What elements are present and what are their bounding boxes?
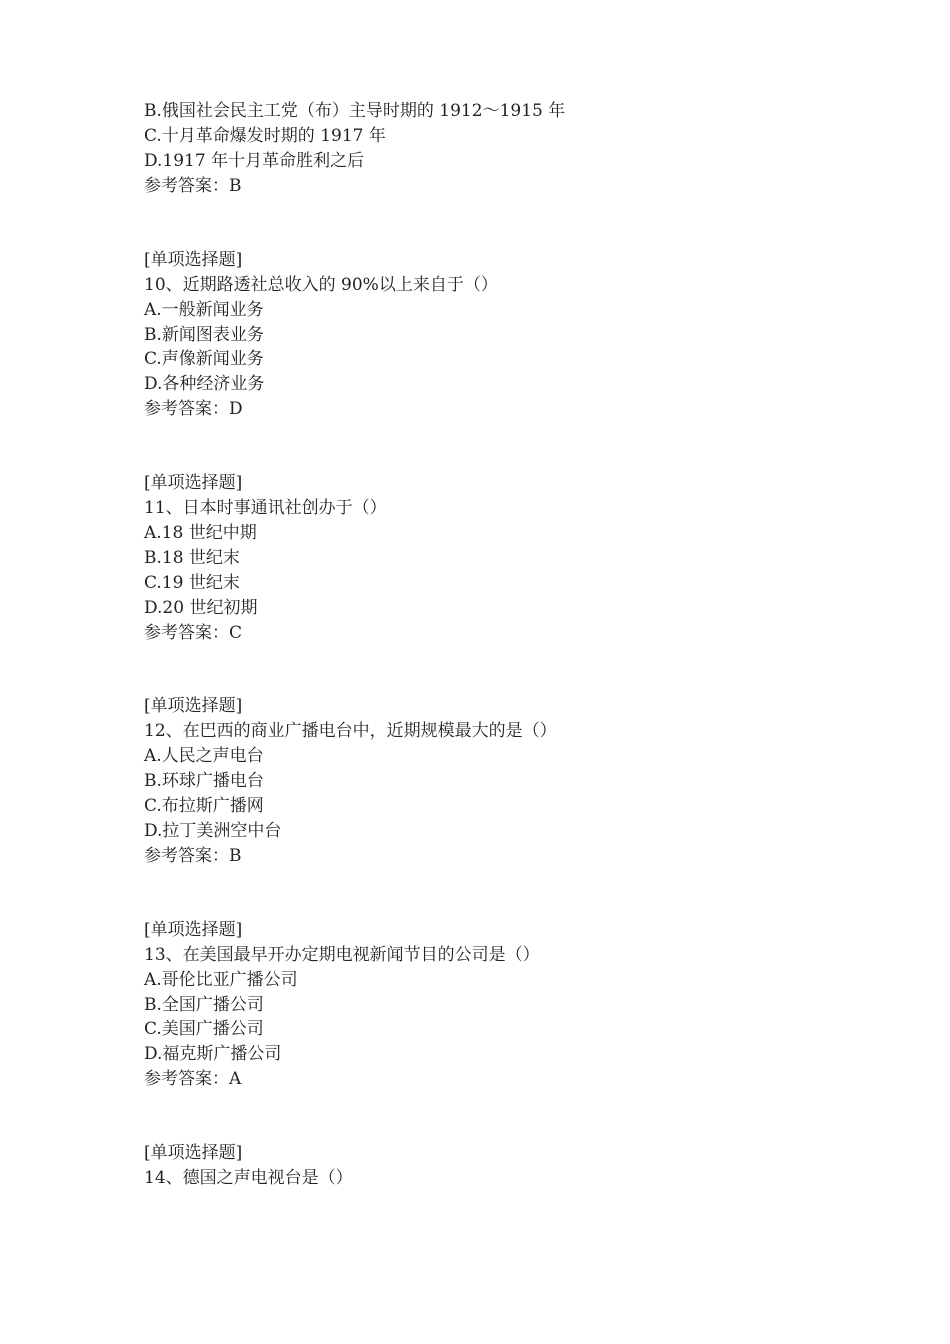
option-a: A.18 世纪中期 bbox=[144, 523, 257, 543]
option-b: B.新闻图表业务 bbox=[144, 325, 264, 345]
option-d: D.20 世纪初期 bbox=[144, 598, 258, 618]
question-stem: 13、在美国最早开办定期电视新闻节目的公司是（） bbox=[144, 945, 540, 965]
answer: 参考答案：B bbox=[144, 176, 242, 196]
question-type: [单项选择题] bbox=[144, 920, 243, 940]
option-d: D.福克斯广播公司 bbox=[144, 1044, 282, 1064]
option-a: A.一般新闻业务 bbox=[144, 300, 264, 320]
answer: 参考答案：A bbox=[144, 1069, 242, 1089]
question-stem: 14、德国之声电视台是（） bbox=[144, 1168, 353, 1188]
option-c: C.声像新闻业务 bbox=[144, 349, 264, 369]
question-type: [单项选择题] bbox=[144, 473, 243, 493]
question-stem: 12、在巴西的商业广播电台中，近期规模最大的是（） bbox=[144, 721, 557, 741]
question-type: [单项选择题] bbox=[144, 1143, 243, 1163]
option-b: B.全国广播公司 bbox=[144, 995, 264, 1015]
option-d: D.拉丁美洲空中台 bbox=[144, 821, 282, 841]
answer: 参考答案：B bbox=[144, 846, 242, 866]
answer: 参考答案：D bbox=[144, 399, 243, 419]
option-c: C.19 世纪末 bbox=[144, 573, 240, 593]
option-a: A.哥伦比亚广播公司 bbox=[144, 970, 298, 990]
option-c: C.十月革命爆发时期的 1917 年 bbox=[144, 126, 386, 146]
option-b: B.环球广播电台 bbox=[144, 771, 264, 791]
question-stem: 11、日本时事通讯社创办于（） bbox=[144, 498, 387, 518]
question-type: [单项选择题] bbox=[144, 250, 243, 270]
option-a: A.人民之声电台 bbox=[144, 746, 264, 766]
answer: 参考答案：C bbox=[144, 623, 243, 643]
option-d: D.1917 年十月革命胜利之后 bbox=[144, 151, 365, 171]
option-c: C.美国广播公司 bbox=[144, 1019, 264, 1039]
question-type: [单项选择题] bbox=[144, 696, 243, 716]
option-b: B.俄国社会民主工党（布）主导时期的 1912～1915 年 bbox=[144, 101, 566, 121]
option-c: C.布拉斯广播网 bbox=[144, 796, 264, 816]
option-d: D.各种经济业务 bbox=[144, 374, 265, 394]
option-b: B.18 世纪末 bbox=[144, 548, 240, 568]
question-stem: 10、近期路透社总收入的 90%以上来自于（） bbox=[144, 275, 498, 295]
